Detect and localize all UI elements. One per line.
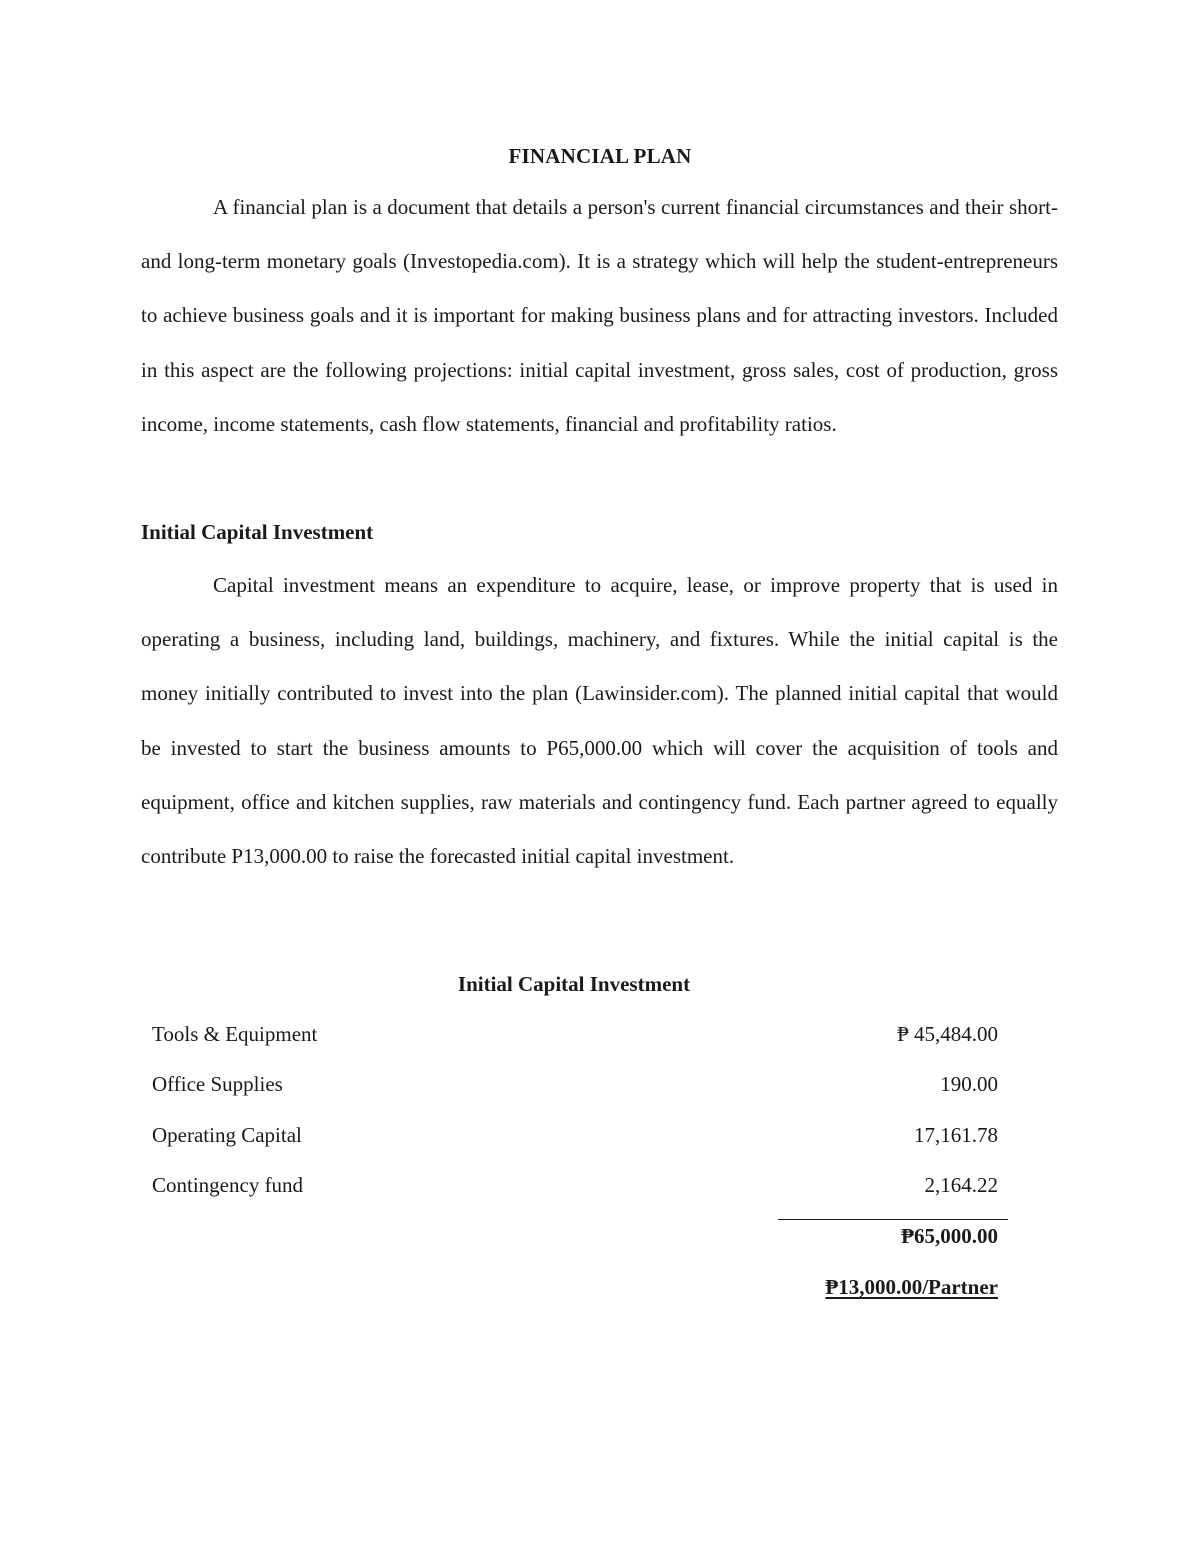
intro-paragraph-text: A financial plan is a document that details a person's current financial circumstances and their short- and long-term monetary goals (Investopedia.com). It is a strategy which will help the student-entrepreneurs to achieve business goals and it is important for making business plans and for attracting investors. Included in this aspect are the following projections: initial capital investment, gross sales, cost of production, gross income, income statements, cash flow statements, financial and profitability ratios. xyxy=(141,195,1058,436)
row-label: Office Supplies xyxy=(152,1072,283,1096)
row-label: Tools & Equipment xyxy=(152,1022,318,1046)
total-amount: ₱65,000.00 xyxy=(901,1224,998,1248)
intro-paragraph xyxy=(141,180,1058,451)
table-row xyxy=(152,1169,998,1201)
page-title: FINANCIAL PLAN xyxy=(508,144,692,168)
per-partner-amount: ₱13,000.00/Partner xyxy=(825,1275,998,1299)
table-row xyxy=(152,1068,998,1100)
row-amount: 2,164.22 xyxy=(924,1173,998,1197)
row-amount: ₱ 45,484.00 xyxy=(897,1022,998,1046)
row-label: Operating Capital xyxy=(152,1123,302,1147)
row-label: Contingency fund xyxy=(152,1173,304,1197)
capital-paragraph xyxy=(141,558,1058,883)
row-amount: 190.00 xyxy=(940,1072,998,1096)
table-title: Initial Capital Investment xyxy=(457,972,691,996)
row-amount: 17,161.78 xyxy=(914,1123,998,1147)
capital-paragraph-text: Capital investment means an expenditure to acquire, lease, or improve property that is used in operating a business, including land, buildings, machinery, and fixtures. While the initial capital is the money initially contributed to invest into the plan (Lawinsider.com). The planned initial capital that would be invested to start the business amounts to P65,000.00 which will cover the acquisition of tools and equipment, office and kitchen supplies, raw materials and contingency fund. Each partner agreed to equally contribute P13,000.00 to raise the forecasted initial capital investment. xyxy=(141,573,1058,869)
table-row xyxy=(152,1119,998,1151)
section-heading: Initial Capital Investment xyxy=(141,520,374,544)
table-row xyxy=(152,1018,998,1050)
